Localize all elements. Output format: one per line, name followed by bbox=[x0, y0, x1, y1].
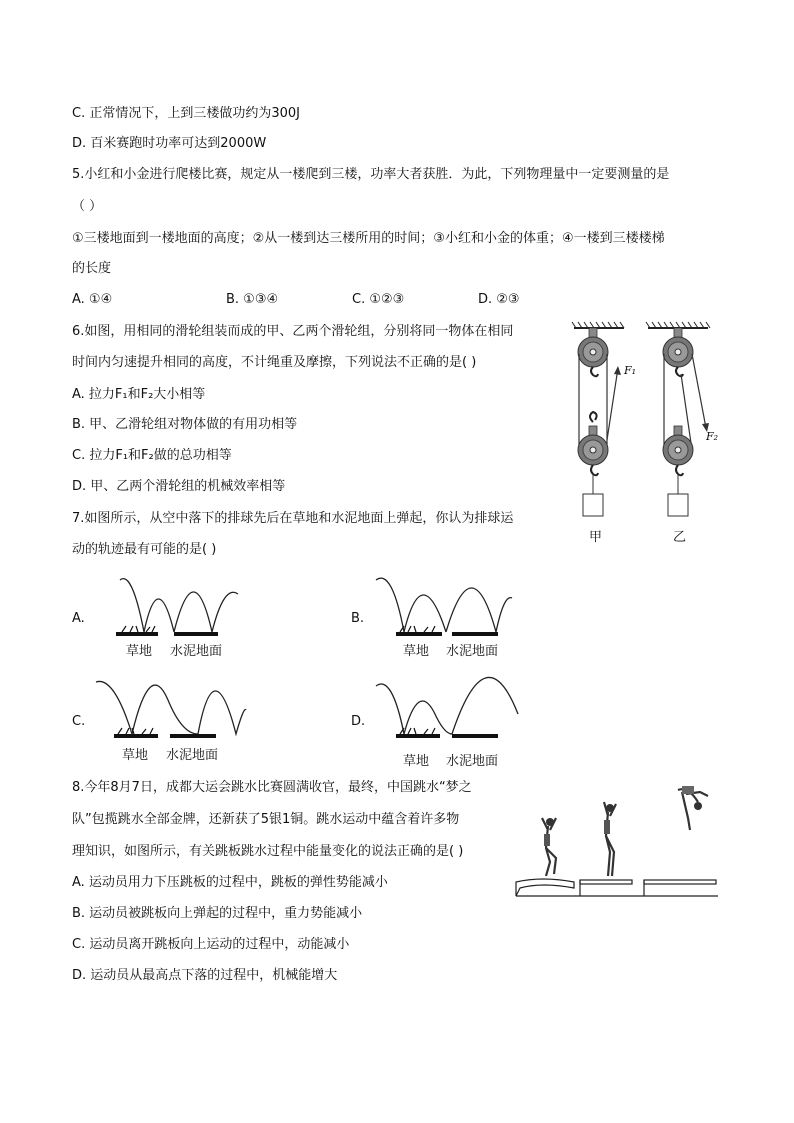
label-cement-b: 水泥地面 bbox=[446, 644, 499, 659]
q7-stem-2: 动的轨迹最有可能的是( ) bbox=[72, 542, 217, 557]
q7-trajectory-b bbox=[372, 574, 532, 644]
q8-stem-2: 队”包揽跳水全部金牌，还新获了5银1铜。跳水运动中蕴含着许多物 bbox=[72, 812, 460, 827]
q7-trajectory-c bbox=[94, 676, 254, 746]
q7-option-a: A. bbox=[72, 611, 85, 626]
q6-stem-1: 6.如图，用相同的滑轮组装而成的甲、乙两个滑轮组，分别将同一物体在相同 bbox=[72, 324, 514, 339]
label-yi: 乙 bbox=[673, 530, 687, 545]
label-cement-d: 水泥地面 bbox=[446, 754, 499, 769]
q8-stem-1: 8.今年8月7日，成都大运会跳水比赛圆满收官，最终，中国跳水“梦之 bbox=[72, 780, 472, 795]
q8-option-a: A. 运动员用力下压跳板的过程中，跳板的弹性势能减小 bbox=[72, 875, 388, 890]
label-grass-b: 草地 bbox=[403, 644, 430, 659]
q5-paren: （ ） bbox=[72, 199, 103, 214]
q6-option-b: B. 甲、乙滑轮组对物体做的有用功相等 bbox=[72, 417, 298, 432]
q8-stem-3: 理知识，如图所示，有关跳板跳水过程中能量变化的说法正确的是( ) bbox=[72, 844, 464, 859]
q7-trajectory-d bbox=[372, 672, 532, 742]
label-cement-c: 水泥地面 bbox=[166, 748, 219, 763]
q5-items: ①三楼地面到一楼地面的高度；②从一楼到达三楼所用的时间；③小红和小金的体重；④一楼到三楼楼梯 bbox=[72, 231, 665, 246]
q7-stem-1: 7.如图所示，从空中落下的排球先后在草地和水泥地面上弹起，你认为排球运 bbox=[72, 511, 514, 526]
label-f2: F₂ bbox=[706, 430, 719, 443]
q7-trajectory-a bbox=[100, 574, 260, 644]
q5-option-c: C. ①②③ bbox=[352, 292, 405, 307]
label-cement-a: 水泥地面 bbox=[170, 644, 223, 659]
label-f1: F₁ bbox=[624, 364, 637, 377]
q7-option-c: C. bbox=[72, 714, 86, 729]
q8-option-d: D. 运动员从最高点下落的过程中，机械能增大 bbox=[72, 968, 338, 983]
q8-option-c: C. 运动员离开跳板向上运动的过程中，动能减小 bbox=[72, 937, 350, 952]
q6-stem-2: 时间内匀速提升相同的高度，不计绳重及摩擦，下列说法不正确的是( ) bbox=[72, 355, 477, 370]
q6-option-c: C. 拉力F₁和F₂做的总功相等 bbox=[72, 448, 232, 463]
q6-option-d: D. 甲、乙两个滑轮组的机械效率相等 bbox=[72, 479, 286, 494]
q5-option-a: A. ①④ bbox=[72, 292, 113, 307]
q7-option-b: B. bbox=[351, 611, 365, 626]
q5-stem: 5.小红和小金进行爬楼比赛，规定从一楼爬到三楼，功率大者获胜．为此，下列物理量中一定要测量的是 bbox=[72, 167, 670, 182]
label-grass-d: 草地 bbox=[403, 754, 430, 769]
q6-option-a: A. 拉力F₁和F₂大小相等 bbox=[72, 387, 206, 402]
q8-option-b: B. 运动员被跳板向上弹起的过程中，重力势能减小 bbox=[72, 906, 363, 921]
q5-items-cont: 的长度 bbox=[72, 261, 112, 276]
q5-option-d: D. ②③ bbox=[478, 292, 520, 307]
pulley-figure bbox=[568, 322, 748, 532]
diving-figure bbox=[512, 778, 722, 903]
label-grass-a: 草地 bbox=[126, 644, 153, 659]
option-d-line: D. 百米赛跑时功率可达到2000W bbox=[72, 136, 267, 151]
label-jia: 甲 bbox=[589, 530, 603, 545]
label-grass-c: 草地 bbox=[122, 748, 149, 763]
q5-option-b: B. ①③④ bbox=[226, 292, 279, 307]
q7-option-d: D. bbox=[351, 714, 366, 729]
option-c-line: C. 正常情况下，上到三楼做功约为300J bbox=[72, 106, 300, 121]
